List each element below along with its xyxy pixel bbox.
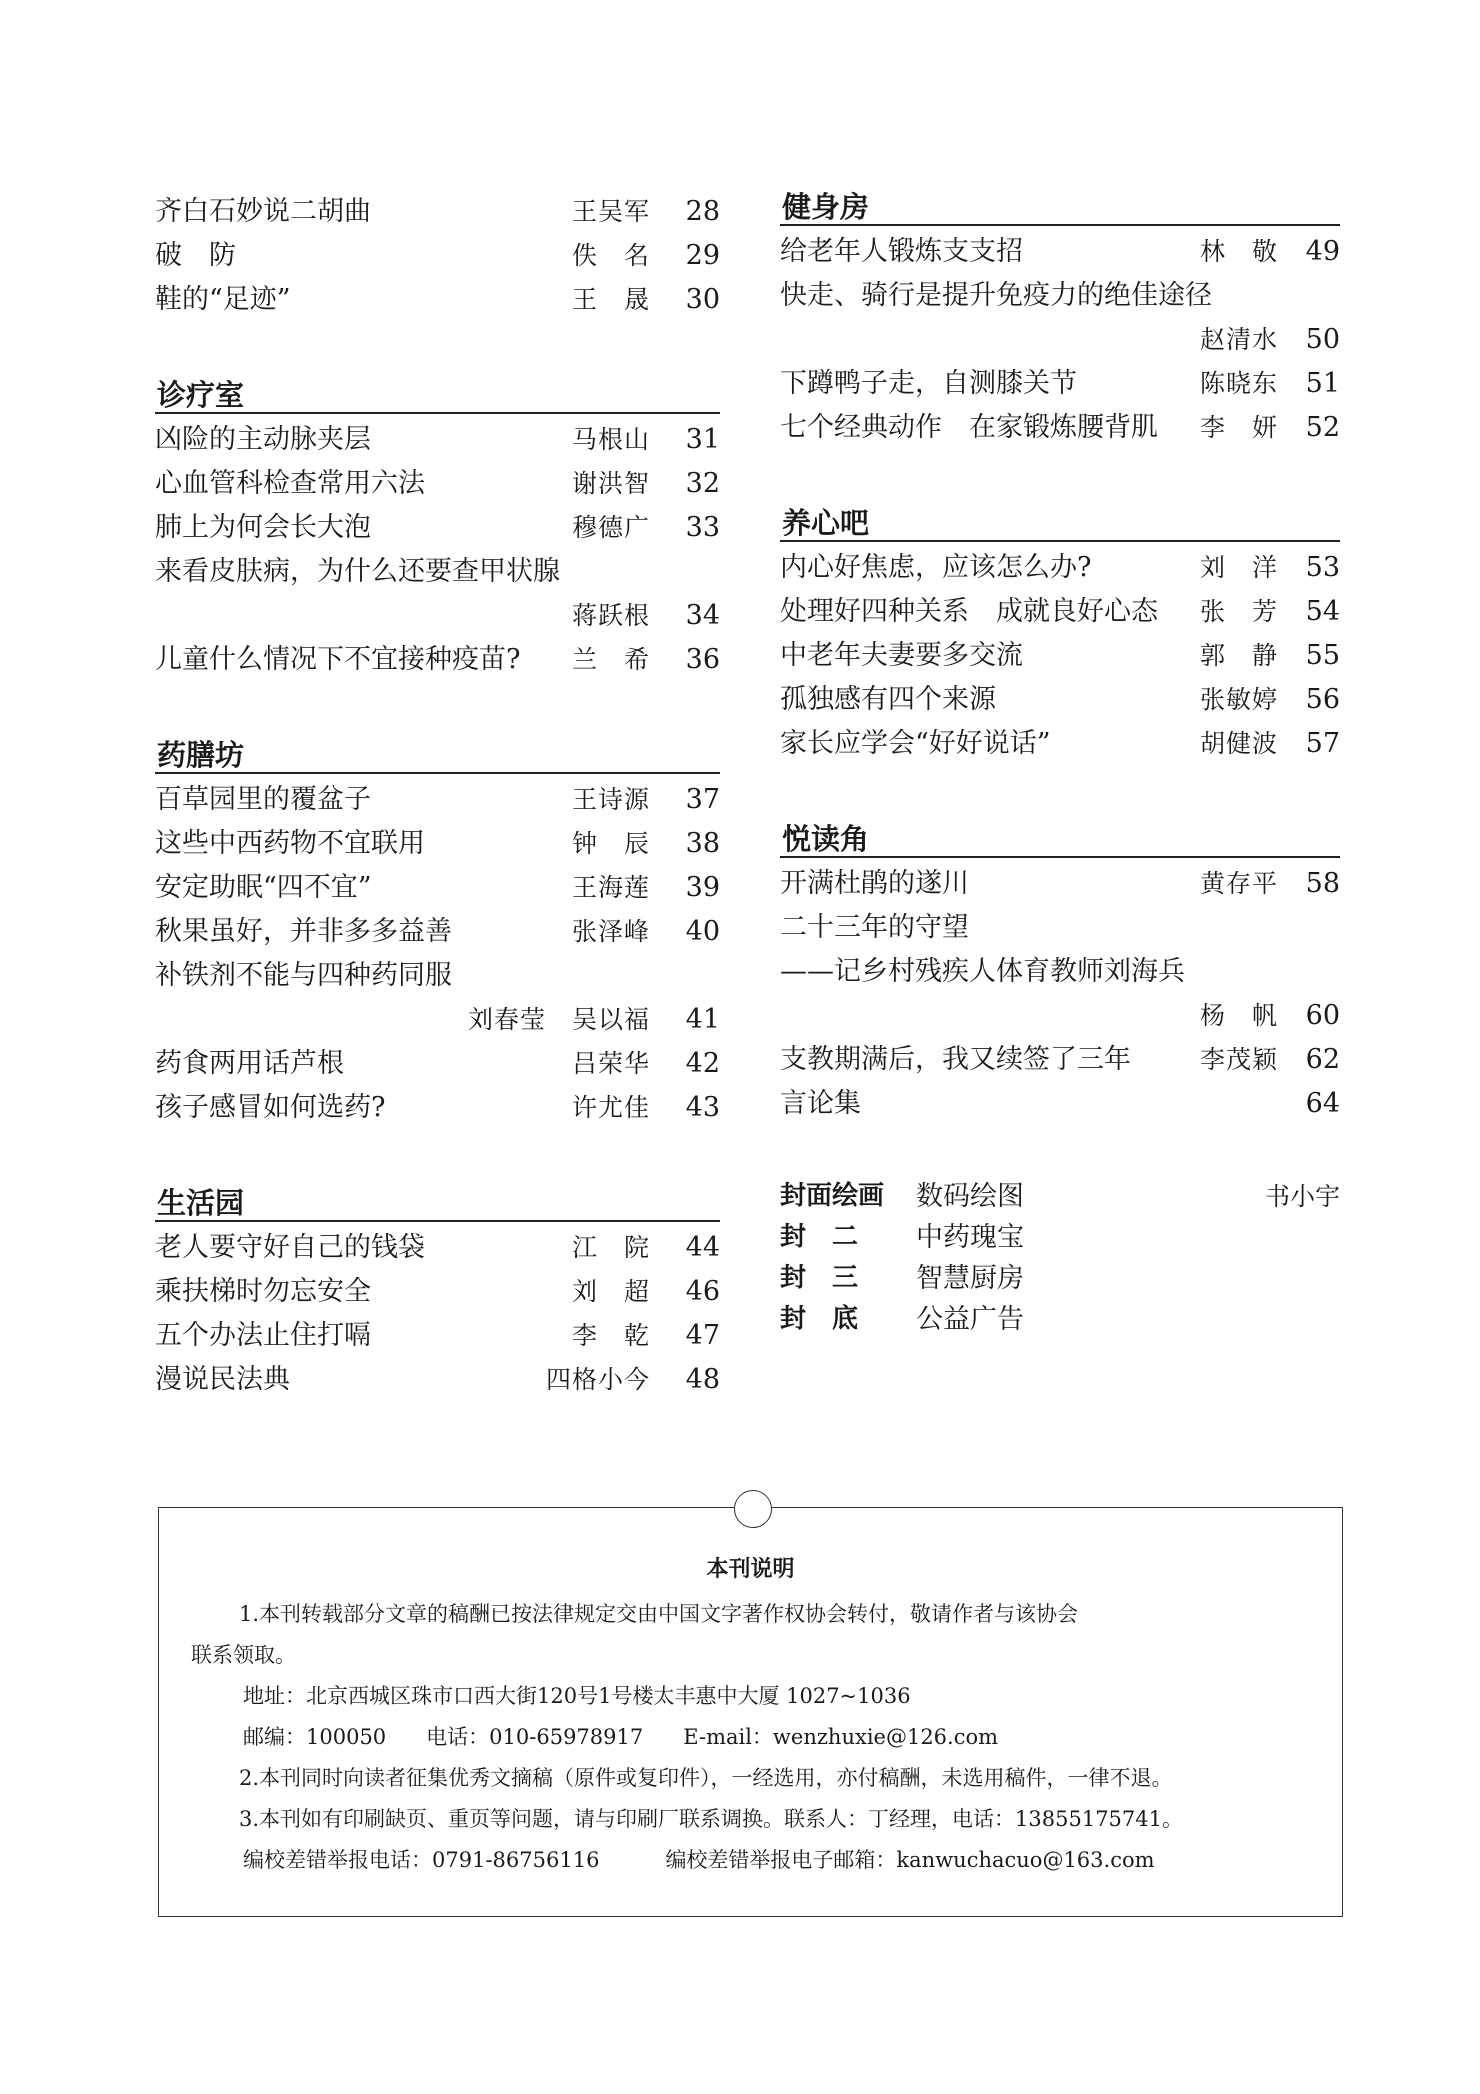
notice-report-phone: 编校差错举报电话：0791-86756116 [243,1848,600,1872]
notice-email[interactable]: E-mail：wenzhuxie@126.com [683,1725,999,1749]
entry-page: 39 [685,872,720,903]
entry-title: 言论集 [780,1088,861,1119]
entry-page: 38 [685,828,720,859]
cover-label: 封 底 [780,1304,859,1334]
entry-page: 31 [685,424,720,455]
toc-entry[interactable] [155,462,720,506]
entry-title: 内心好焦虑，应该怎么办? [780,552,1092,583]
entry-page: 53 [1305,552,1340,583]
toc-entry[interactable] [780,678,1340,722]
toc-entry[interactable] [155,910,720,954]
toc-entry[interactable] [780,722,1340,766]
notice-contact-line [191,1717,1314,1758]
entry-title: 心血管科检查常用六法 [155,468,425,499]
toc-entry[interactable] [155,506,720,550]
entry-title: 儿童什么情况下不宜接种疫苗? [155,644,521,675]
entry-page: 52 [1305,412,1340,443]
cover-value: 智慧厨房 [916,1263,1024,1294]
entry-author: 李 乾 [571,1321,650,1350]
entry-title: 二十三年的守望 [780,912,969,943]
notice-item-1: 1.本刊转载部分文章的稿酬已按法律规定交由中国文字著作权协会转付，敬请作者与该协会 [239,1602,1079,1626]
toc-entry[interactable] [155,234,720,278]
notice-item-2: 2.本刊同时向读者征集优秀文摘稿（原件或复印件），一经选用，亦付稿酬，未选用稿件，一律不退。 [239,1766,1173,1790]
entry-author: 四格小今 [545,1365,650,1394]
toc-entry-subtitle-line[interactable] [780,950,1340,994]
entry-author: 刘 超 [571,1277,650,1306]
entry-author: 张敏婷 [1199,685,1278,714]
section-heading: 生活园 [155,1186,720,1222]
entry-author: 吕荣华 [571,1049,650,1078]
toc-entry-title-line[interactable] [780,906,1340,950]
toc-entry[interactable] [155,418,720,462]
toc-right-column [780,190,1340,1340]
cover-value: 中药瑰宝 [916,1222,1024,1253]
entry-title: 中老年夫妻要多交流 [780,640,1023,671]
toc-left-column [155,190,720,1458]
entry-author: 谢洪智 [571,469,650,498]
entry-author: 钟 辰 [571,829,650,858]
entry-title: 五个办法止住打嗝 [155,1320,371,1351]
entry-title: 下蹲鸭子走，自测膝关节 [780,368,1077,399]
entry-author: 马根山 [571,425,650,454]
entry-author: 江 院 [571,1233,650,1262]
entry-page: 30 [685,284,720,315]
entry-author: 赵清水 [1199,325,1278,354]
entry-title: 孤独感有四个来源 [780,684,996,715]
section-heading: 养心吧 [780,506,1340,542]
section-heading: 药膳坊 [155,738,720,774]
entry-page: 62 [1305,1044,1340,1075]
entry-page: 41 [685,1004,720,1035]
cover-value: 数码绘图 [916,1181,1024,1212]
toc-entry[interactable] [780,406,1340,450]
section-shenghuoyuan [155,1186,720,1402]
entry-page: 37 [685,784,720,815]
entry-title: 老人要守好自己的钱袋 [155,1232,425,1263]
entry-author: 李茂颖 [1199,1045,1278,1074]
entry-author: 杨 帆 [1199,1001,1278,1030]
notice-report-line [191,1840,1314,1881]
entry-title: 乘扶梯时勿忘安全 [155,1276,371,1307]
entry-subtitle: ——记乡村残疾人体育教师刘海兵 [780,956,1185,987]
entry-author: 李 妍 [1199,413,1278,442]
entry-page: 60 [1305,1000,1340,1031]
section-jianshenfang [780,190,1340,450]
entry-title: 补铁剂不能与四种药同服 [155,960,452,991]
toc-entry[interactable] [155,778,720,822]
entry-page: 64 [1305,1088,1340,1119]
entry-author: 王诗源 [571,785,650,814]
section-yueduj [780,822,1340,1126]
toc-entry[interactable] [155,190,720,234]
cover-row [780,1217,1340,1258]
toc-entry[interactable] [780,546,1340,590]
entry-title: 破 防 [155,240,236,271]
entry-author: 张泽峰 [571,917,650,946]
toc-entry[interactable] [155,1270,720,1314]
entry-page: 34 [685,600,720,631]
entry-title: 肺上为何会长大泡 [155,512,371,543]
notice-body [191,1594,1314,1881]
entry-page: 43 [685,1092,720,1123]
entry-page: 29 [685,240,720,271]
entry-author: 刘 洋 [1199,553,1278,582]
entry-page: 48 [685,1364,720,1395]
entry-author: 王海莲 [571,873,650,902]
toc-entry[interactable] [155,866,720,910]
notice-report-email[interactable]: 编校差错举报电子邮箱：kanwuchacuo@163.com [665,1848,1155,1872]
toc-entry[interactable] [780,590,1340,634]
circle-ornament [734,1490,772,1528]
cover-value: 公益广告 [916,1304,1024,1335]
entry-page: 58 [1305,868,1340,899]
entry-page: 32 [685,468,720,499]
entry-title: 药食两用话芦根 [155,1048,344,1079]
cover-label: 封面绘画 [780,1181,885,1211]
entry-author: 蒋跃根 [571,601,650,630]
entry-page: 54 [1305,596,1340,627]
toc-entry[interactable] [780,862,1340,906]
toc-entry[interactable] [780,1082,1340,1126]
toc-entry-author-line[interactable] [155,594,720,638]
cover-row [780,1176,1340,1217]
entry-page: 51 [1305,368,1340,399]
entry-author: 王 晟 [571,285,650,314]
entry-author: 佚 名 [571,241,650,270]
section-heading: 诊疗室 [155,378,720,414]
entry-title: 鞋的“足迹” [155,284,291,315]
entry-title: 孩子感冒如何选药? [155,1092,386,1123]
entry-author: 陈晓东 [1199,369,1278,398]
entry-title: 支教期满后，我又续签了三年 [780,1044,1131,1075]
entry-author: 张 芳 [1199,597,1278,626]
toc-entry[interactable] [155,1314,720,1358]
toc-entry[interactable] [155,1358,720,1402]
toc-entry[interactable] [155,278,720,322]
cover-label: 封 二 [780,1222,859,1252]
entry-author: 刘春莹 吴以福 [467,1005,650,1034]
entry-title: 漫说民法典 [155,1364,290,1395]
entry-title: 安定助眠“四不宜” [155,872,372,903]
notice-item-1-cont: 联系领取。 [191,1643,296,1667]
entry-title: 秋果虽好，并非多多益善 [155,916,452,947]
entry-page: 46 [685,1276,720,1307]
entry-page: 40 [685,916,720,947]
toc-entry-author-line[interactable] [780,318,1340,362]
notice-item-3: 3.本刊如有印刷缺页、重页等问题，请与印刷厂联系调换。联系人：丁经理，电话：13855175741。 [239,1807,1184,1831]
publication-notice-box [158,1507,1343,1917]
entry-page: 42 [685,1048,720,1079]
cover-author: 书小宇 [1264,1182,1340,1211]
entry-author: 郭 静 [1199,641,1278,670]
entry-title: 七个经典动作 在家锻炼腰背肌 [780,412,1158,443]
entry-page: 28 [685,196,720,227]
entry-author: 王吴军 [571,197,650,226]
toc-entry[interactable] [155,1086,720,1130]
entry-page: 55 [1305,640,1340,671]
entry-page: 56 [1305,684,1340,715]
toc-entry[interactable] [780,362,1340,406]
entry-title: 百草园里的覆盆子 [155,784,371,815]
entry-title: 齐白石妙说二胡曲 [155,196,371,227]
cover-credits [780,1176,1340,1340]
entry-page: 44 [685,1232,720,1263]
entry-title: 家长应学会“好好说话” [780,728,1051,759]
entry-title: 这些中西药物不宜联用 [155,828,425,859]
notice-phone: 电话：010-65978917 [426,1725,644,1749]
section-yangxinba [780,506,1340,766]
entry-title: 给老年人锻炼支支招 [780,236,1023,267]
entry-page: 57 [1305,728,1340,759]
toc-entry-title-line[interactable] [155,550,720,594]
entry-title: 处理好四种关系 成就良好心态 [780,596,1158,627]
entry-author: 胡健波 [1199,729,1278,758]
entry-page: 50 [1305,324,1340,355]
toc-entry-title-line[interactable] [780,274,1340,318]
entry-page: 33 [685,512,720,543]
cover-row [780,1258,1340,1299]
toc-entry[interactable] [780,230,1340,274]
entry-page: 47 [685,1320,720,1351]
notice-title: 本刊说明 [706,1557,795,1582]
toc-entry[interactable] [780,1038,1340,1082]
toc-entry[interactable] [155,1042,720,1086]
entry-title: 快走、骑行是提升免疫力的绝佳途径 [780,280,1212,311]
cover-label: 封 三 [780,1263,859,1293]
toc-entry[interactable] [155,1226,720,1270]
toc-entry[interactable] [155,822,720,866]
section-heading: 健身房 [780,190,1340,226]
section-heading: 悦读角 [780,822,1340,858]
cover-row [780,1299,1340,1340]
section-yaoshanfang [155,738,720,1130]
notice-address: 地址：北京西城区珠市口西大街120号1号楼太丰惠中大厦 1027~1036 [243,1684,911,1708]
entry-page: 49 [1305,236,1340,267]
toc-entry[interactable] [155,638,720,682]
entry-author: 兰 希 [571,645,650,674]
entry-title: 开满杜鹃的遂川 [780,868,969,899]
toc-entry-title-line[interactable] [155,954,720,998]
entry-title: 凶险的主动脉夹层 [155,424,371,455]
entry-author: 黄存平 [1199,869,1278,898]
entry-title: 来看皮肤病，为什么还要查甲状腺 [155,556,560,587]
notice-postcode: 邮编：100050 [243,1725,387,1749]
toc-entry-author-line[interactable] [780,994,1340,1038]
entry-author: 林 敬 [1199,237,1278,266]
entry-author: 穆德广 [571,513,650,542]
entry-page: 36 [685,644,720,675]
toc-intro-section [155,190,720,322]
section-zhenliaoshi [155,378,720,682]
toc-entry[interactable] [780,634,1340,678]
toc-entry-author-line[interactable] [155,998,720,1042]
entry-author: 许尤佳 [571,1093,650,1122]
